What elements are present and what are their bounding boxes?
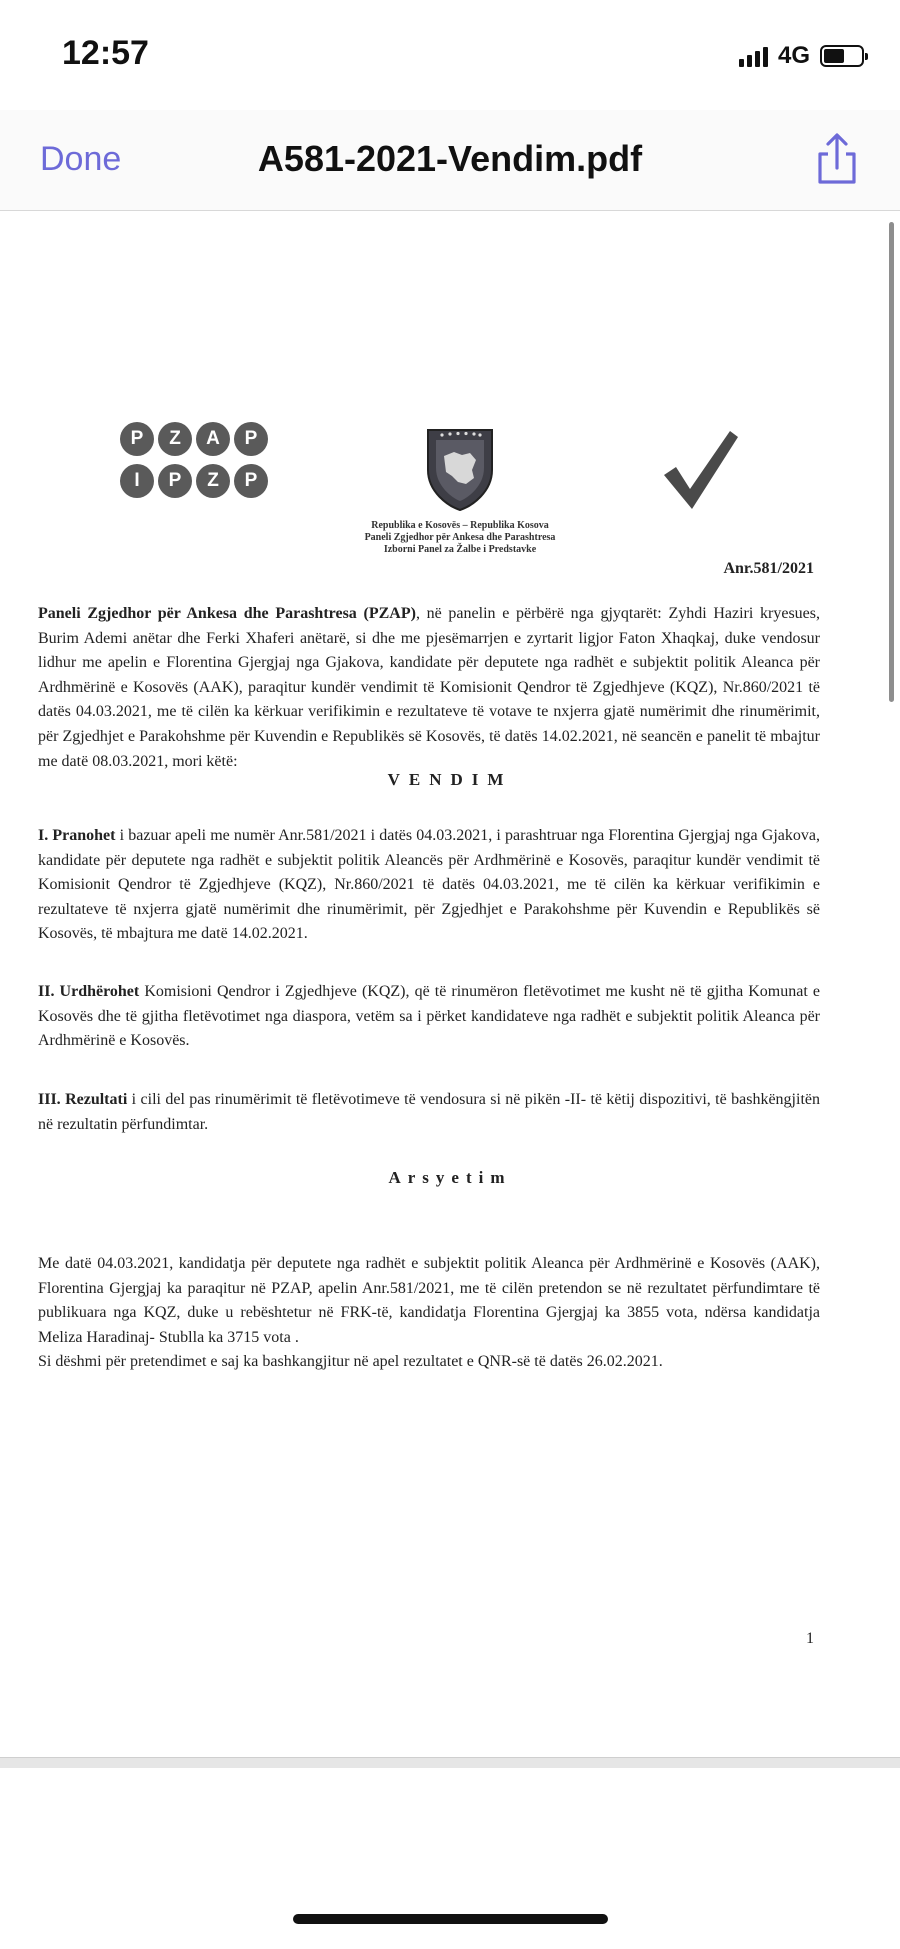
- heading-vendim: VENDIM: [387, 770, 513, 789]
- page-separator: [0, 1757, 900, 1768]
- checkmark-icon: [660, 427, 740, 512]
- navigation-bar: [0, 110, 900, 211]
- pzap-logo-row: [120, 422, 268, 456]
- caption-line: Izborni Panel za Žalbe i Predstavke: [383, 544, 537, 555]
- home-indicator[interactable]: [293, 1914, 608, 1924]
- heading-arsyetim: Arsyetim: [388, 1168, 512, 1187]
- pzap-letter: Z: [158, 422, 192, 456]
- done-button[interactable]: Done: [40, 140, 122, 178]
- letterhead: [0, 422, 900, 555]
- kosovo-emblem-icon: [410, 422, 510, 512]
- pzap-letter: P: [120, 422, 154, 456]
- ipzp-letter: I: [120, 464, 154, 498]
- decision-item-two: [38, 980, 820, 1054]
- page-number: 1: [806, 1630, 814, 1647]
- caption-line: Republika e Kosovës – Republika Kosova: [371, 520, 549, 531]
- intro-text: , në panelin e përbërë nga gjyqtarët: Zyhdi Haziri kryesues, Burim Ademi anëtar dhe Ferki Xhaferi anëtarë, si dhe me pjesëmarrjen e zyrtarit ligjor Faton Xhaqkaj, duke vendosur lidhur me apelin e Florentina Gjergjaj nga Gjakova, kandidate për deputete nga radhët e subjektit politik Aleanca për Ardhmërinë e Kosovës (AAK), paraqitur kundër vendimit të Komisionit Qendror të Zgjedhjeve (KQZ), Nr.860/2021 të datës 04.03.2021, me të cilën ka kërkuar verifikimin e rezultateve të votave te nxjerra gjatë numërimit dhe rinumërimit, për Zgjedhjet e Parakohshme për Kuvendin e Republikës së Kosovës, të datës 14.02.2021, në seancën e panelit të mbajtur me datë 08.03.2021, mori këtë:: [38, 605, 821, 770]
- item-three-text: i cili del pas rinumërimit të fletëvotimeve të vendosura si në pikën -II- të këtij dispozitivi, të bashkëngjitën në rezultatin përfundimtar.: [38, 1091, 820, 1133]
- item-two-bold: II. Urdhërohet: [38, 983, 140, 1000]
- ipzp-letter: P: [158, 464, 192, 498]
- status-indicators: [739, 42, 864, 70]
- reasoning-text-2: Si dëshmi për pretendimet e saj ka bashkangjitur në apel rezultatet e QNR-së të datës 26.02.2021.: [38, 1353, 663, 1371]
- status-time: 12:57: [62, 34, 149, 72]
- status-bar: [0, 0, 900, 110]
- pzap-letter: A: [196, 422, 230, 456]
- ipzp-logo-row: [120, 464, 268, 498]
- reasoning-paragraph: [38, 1252, 820, 1375]
- item-two-text: Komisioni Qendror i Zgjedhjeve (KQZ), që të rinumëron fletëvotimet me kusht në të gjitha Komunat e Kosovës dhe të gjitha fletëvotimet nga diaspora, vetëm sa i përket kandidateve nga radhët e subjektit politik Aleanca për Ardhmërinë e Kosovës.: [38, 983, 820, 1050]
- ipzp-letter: Z: [196, 464, 230, 498]
- intro-bold: Paneli Zgjedhor për Ankesa dhe Parashtresa (PZAP): [38, 605, 416, 622]
- network-label: 4G: [777, 42, 810, 69]
- reasoning-text-1: Me datë 04.03.2021, kandidatja për deputete nga radhët e subjektit politik Aleanca për Ardhmërinë e Kosovës (AAK), Florentina Gjergjaj ka paraqitur në PZAP, apelin Anr.581/2021, me të cilën pretendon se në rezultatet përfundimtare të publikuara nga KQZ, duke u rebështetur në FRK-të, kandidatja Florentina Gjergjaj ka 3855 vota, ndërsa kandidatja Meliza Haradinaj- Stublla ka 3715 vota .: [38, 1255, 820, 1346]
- intro-paragraph: [38, 602, 820, 774]
- share-icon[interactable]: [810, 132, 864, 188]
- item-one-bold: I. Pranohet: [38, 827, 116, 844]
- case-number: Anr.581/2021: [723, 560, 814, 577]
- item-three-bold: III. Rezultati: [38, 1091, 128, 1108]
- pdf-page[interactable]: [0, 212, 900, 1757]
- pzap-logo: [120, 422, 268, 506]
- pzap-letter: P: [234, 422, 268, 456]
- signal-icon: [739, 45, 768, 67]
- caption-line: Paneli Zgjedhor për Ankesa dhe Parashtresa: [364, 532, 556, 543]
- item-one-text: i bazuar apeli me numër Anr.581/2021 i datës 04.03.2021, i parashtruar nga Florentina Gjergjaj nga Gjakova, kandidate për deputete nga radhët e subjektit politik Aleancës për Ardhmërinë e Kosovës, paraqitur kundër vendimit të Komisionit Qendror të Zgjedhjeve (KQZ), Nr.860/2021 të datës 04.03.2021, me të cilën ka kërkuar verifikimin e rezultateve të nxjerra gjatë numërimit dhe rinumërimit, për Zgjedhjet e Parakohshme për Kuvendin e Republikës së Kosovës, të mbajtura me datë 14.02.2021.: [38, 827, 821, 943]
- document-title: A581-2021-Vendim.pdf: [257, 138, 643, 179]
- emblem-caption: [325, 520, 595, 556]
- decision-item-three: [38, 1088, 820, 1137]
- ipzp-letter: P: [234, 464, 268, 498]
- decision-item-one: [38, 824, 820, 947]
- battery-icon: [820, 45, 864, 67]
